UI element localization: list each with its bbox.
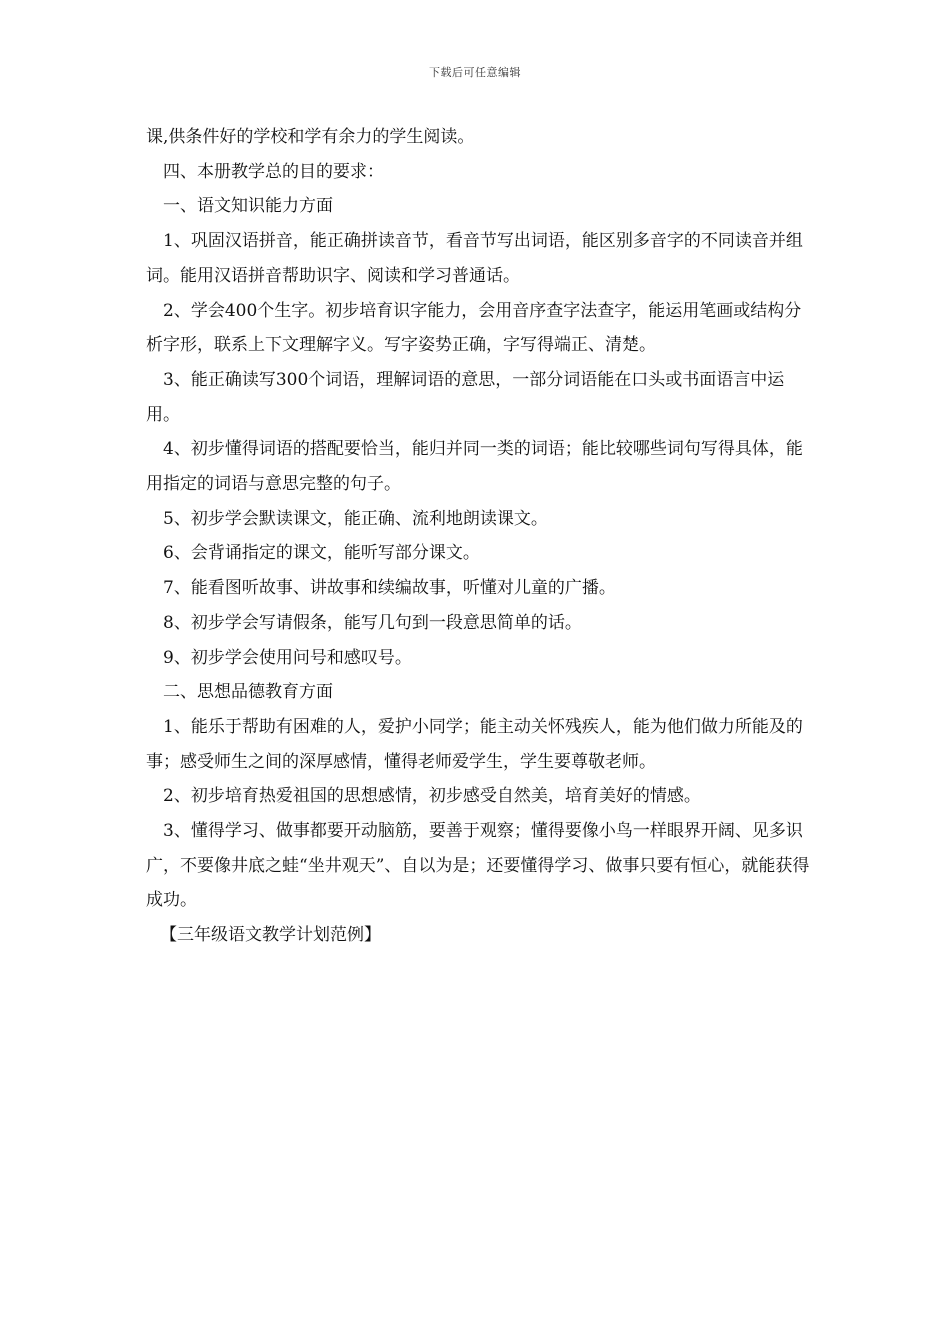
list-item: 8、初步学会写请假条，能写几句到一段意思简单的话。: [163, 612, 582, 633]
list-item: 1、巩固汉语拼音，能正确拼读音节，看音节写出词语，能区别多音字的不同读音并组词。能用汉语拼音帮助识字、阅读和学习普通话。: [146, 231, 803, 286]
page-header: 下载后可任意编辑: [429, 66, 521, 79]
list-item: 1、能乐于帮助有困难的人，爱护小同学；能主动关怀残疾人，能为他们做力所能及的事；感受师生之间的深厚感情，懂得老师爱学生，学生要尊敬老师。: [146, 716, 803, 772]
list-item: 5、初步学会默读课文，能正确、流利地朗读课文。: [163, 508, 548, 529]
document-body: [146, 120, 814, 953]
list-item: 9、初步学会使用问号和感叹号。: [163, 647, 412, 668]
list-item: 4、初步懂得词语的搭配要恰当，能归并同一类的词语；能比较哪些词句写得具体，能用指定的词语与意思完整的句子。: [146, 439, 803, 495]
list-item: 2、初步培育热爱祖国的思想感情，初步感受自然美，培育美好的情感。: [163, 786, 701, 807]
list-item: 6、会背诵指定的课文，能听写部分课文。: [163, 543, 480, 564]
example-title: 【三年级语文教学计划范例】: [160, 925, 381, 946]
subsection-heading: 一、语文知识能力方面: [163, 196, 333, 217]
list-item: 3、能正确读写300个词语，理解词语的意思，一部分词语能在口头或书面语言中运用。: [146, 369, 785, 425]
section-heading: 四、本册教学总的目的要求：: [163, 161, 384, 182]
list-item: 2、学会400个生字。初步培育识字能力，会用音序查字法查字，能运用笔画或结构分析字形，联系上下文理解字义。写字姿势正确，字写得端正、清楚。: [146, 300, 802, 356]
paragraph: 课,供条件好的学校和学有余力的学生阅读。: [146, 127, 475, 147]
list-item: 3、懂得学习、做事都要开动脑筋，要善于观察；懂得要像小鸟一样眼界开阔、见多识广，不要像井底之蛙“坐井观天”、自以为是；还要懂得学习、做事只要有恒心，就能获得成功。: [146, 821, 810, 911]
subsection-heading: 二、思想品德教育方面: [163, 682, 333, 703]
list-item: 7、能看图听故事、讲故事和续编故事，听懂对儿童的广播。: [163, 578, 616, 599]
